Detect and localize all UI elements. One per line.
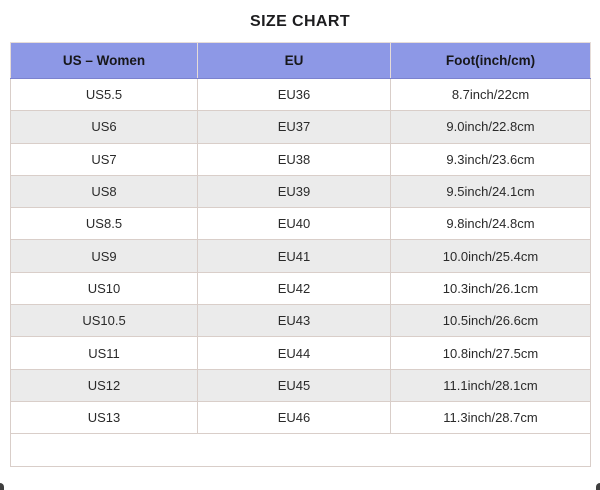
table-row (11, 240, 591, 272)
us-size-cell: US8 (11, 175, 198, 207)
foot-size-cell: 8.7inch/22cm (391, 79, 591, 111)
eu-size-cell: EU36 (198, 79, 391, 111)
table-row (11, 175, 591, 207)
foot-size-cell: 10.5inch/26.6cm (391, 305, 591, 337)
foot-size-cell: 9.8inch/24.8cm (391, 208, 591, 240)
column-header-foot: Foot(inch/cm) (391, 43, 591, 79)
foot-size-cell: 11.1inch/28.1cm (391, 369, 591, 401)
us-size-cell: US8.5 (11, 208, 198, 240)
eu-size-cell: EU39 (198, 175, 391, 207)
eu-size-cell: EU42 (198, 272, 391, 304)
us-size-cell: US13 (11, 401, 198, 433)
table-row (11, 305, 591, 337)
bottom-right-corner-mark (596, 483, 600, 490)
table-row (11, 401, 591, 433)
eu-size-cell: EU46 (198, 401, 391, 433)
table-row (11, 272, 591, 304)
column-header-eu: EU (198, 43, 391, 79)
table-row (11, 79, 591, 111)
eu-size-cell: EU40 (198, 208, 391, 240)
foot-size-cell: 9.0inch/22.8cm (391, 111, 591, 143)
header-row (11, 43, 591, 79)
eu-size-cell: EU38 (198, 143, 391, 175)
us-size-cell: US10.5 (11, 305, 198, 337)
empty-footer-row (11, 434, 591, 467)
table-row (11, 208, 591, 240)
table-row (11, 111, 591, 143)
us-size-cell: US11 (11, 337, 198, 369)
table-row (11, 337, 591, 369)
us-size-cell: US7 (11, 143, 198, 175)
eu-size-cell: EU37 (198, 111, 391, 143)
us-size-cell: US10 (11, 272, 198, 304)
table-body (11, 79, 591, 467)
foot-size-cell: 10.3inch/26.1cm (391, 272, 591, 304)
eu-size-cell: EU43 (198, 305, 391, 337)
size-chart-table (10, 42, 591, 467)
eu-size-cell: EU44 (198, 337, 391, 369)
foot-size-cell: 10.0inch/25.4cm (391, 240, 591, 272)
table-row (11, 369, 591, 401)
us-size-cell: US5.5 (11, 79, 198, 111)
us-size-cell: US6 (11, 111, 198, 143)
foot-size-cell: 11.3inch/28.7cm (391, 401, 591, 433)
foot-size-cell: 9.5inch/24.1cm (391, 175, 591, 207)
eu-size-cell: EU45 (198, 369, 391, 401)
table-row (11, 143, 591, 175)
foot-size-cell: 10.8inch/27.5cm (391, 337, 591, 369)
column-header-us-women: US – Women (11, 43, 198, 79)
us-size-cell: US9 (11, 240, 198, 272)
empty-cell (11, 434, 591, 467)
table-header (11, 43, 591, 79)
bottom-left-corner-mark (0, 483, 4, 490)
foot-size-cell: 9.3inch/23.6cm (391, 143, 591, 175)
eu-size-cell: EU41 (198, 240, 391, 272)
us-size-cell: US12 (11, 369, 198, 401)
page-title: SIZE CHART (250, 13, 350, 30)
